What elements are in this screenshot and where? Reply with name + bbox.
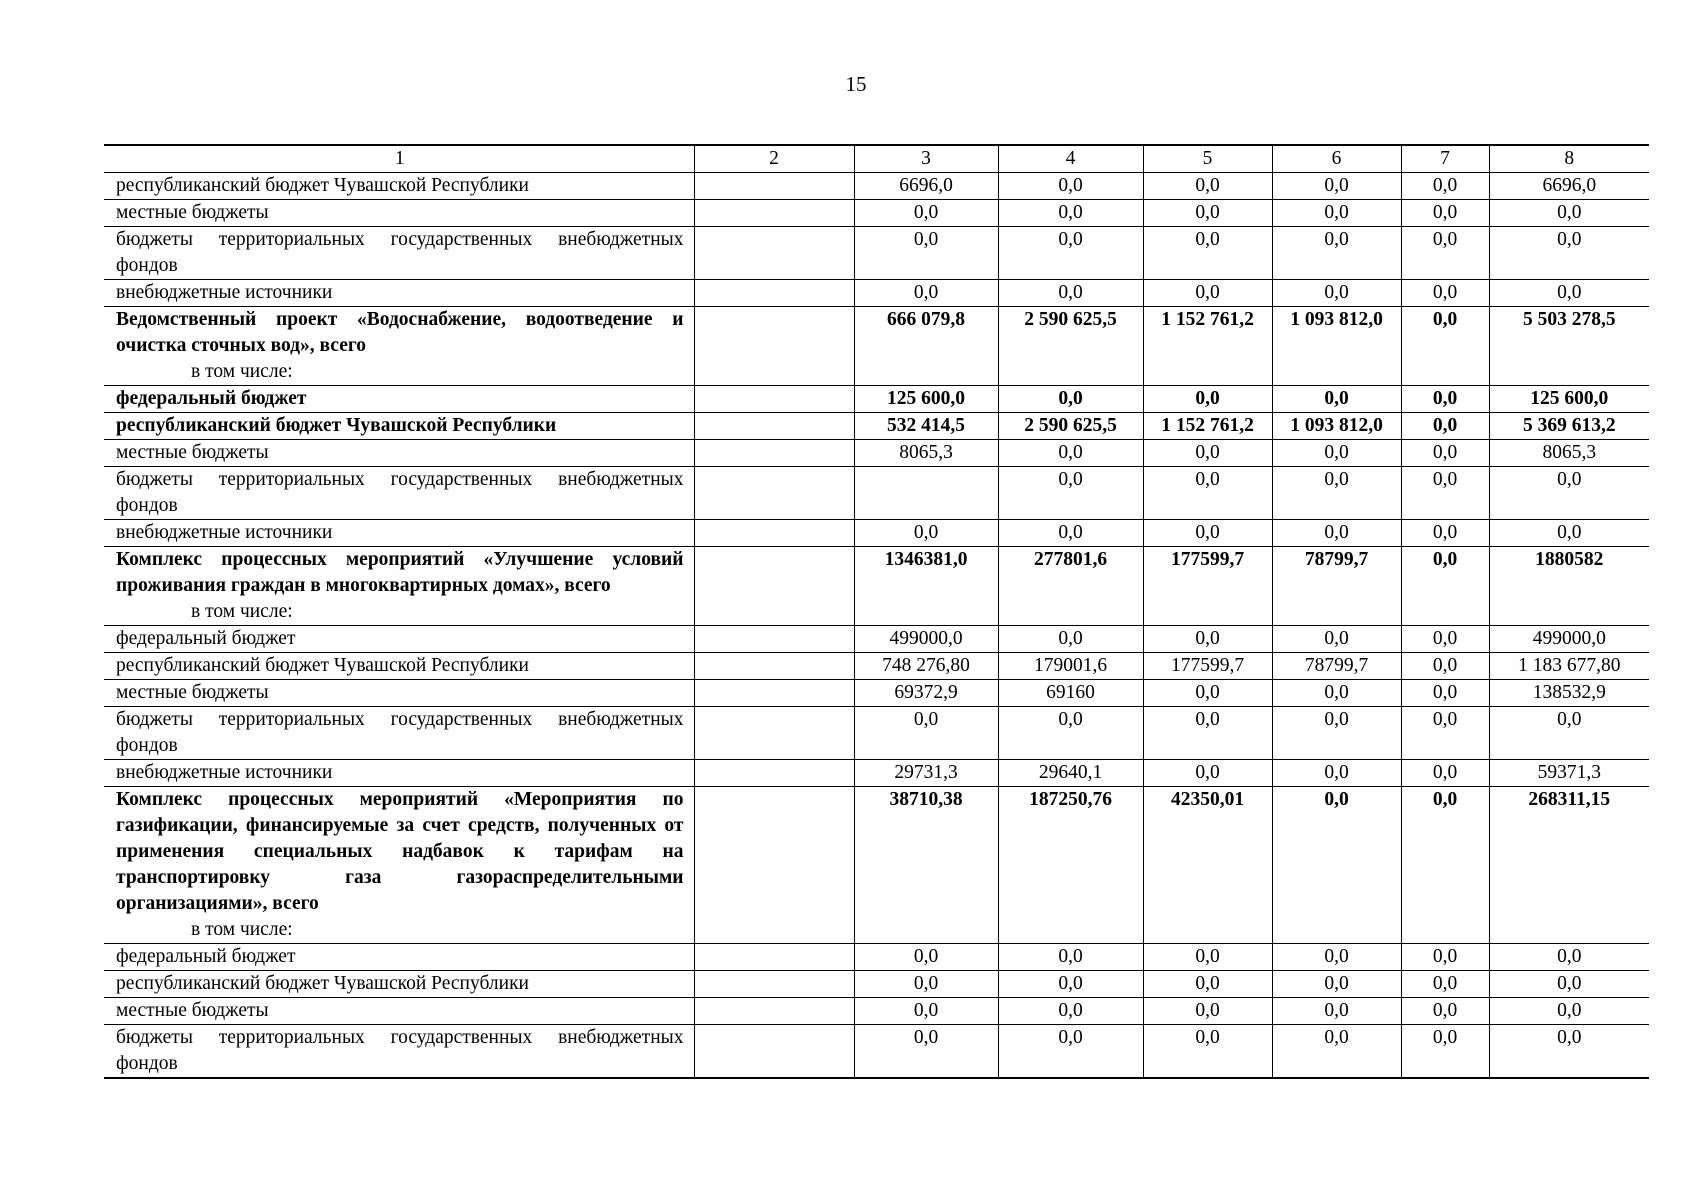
value-cell: 38710,38 [854,787,998,944]
value-cell: 1 093 812,0 [1272,413,1401,440]
value-cell: 0,0 [1143,680,1272,707]
value-cell: 0,0 [998,707,1143,760]
value-cell: 0,0 [854,998,998,1025]
value-cell: 177599,7 [1143,547,1272,626]
value-cell: 0,0 [1143,440,1272,467]
header-cell: 1 [104,145,694,173]
table-row [104,998,1649,1025]
value-cell: 1 152 761,2 [1143,307,1272,386]
row-label: местные бюджеты [116,442,269,463]
including-label: в том числе: [191,601,293,622]
value-cell: 0,0 [1272,760,1401,787]
row-label-cell [104,386,694,413]
value-cell: 0,0 [1143,280,1272,307]
row-label-cell [104,280,694,307]
value-cell: 0,0 [1272,280,1401,307]
value-cell: 0,0 [1143,971,1272,998]
column-2-cell [694,707,854,760]
value-cell: 0,0 [998,1025,1143,1079]
value-cell: 0,0 [1489,944,1649,971]
table-row [104,227,1649,280]
row-label: Комплекс процессных мероприятий «Улучшение условий проживания граждан в многоквартирных домах», всего [116,549,684,596]
row-label: бюджеты территориальных государственных внебюджетных фондов [116,1027,684,1074]
row-label-cell [104,440,694,467]
value-cell: 0,0 [854,1025,998,1079]
header-cell: 5 [1143,145,1272,173]
value-cell: 0,0 [1143,998,1272,1025]
column-2-cell [694,280,854,307]
row-label: местные бюджеты [116,202,269,223]
value-cell: 29731,3 [854,760,998,787]
column-2-cell [694,307,854,386]
value-cell: 8065,3 [854,440,998,467]
value-cell: 0,0 [998,227,1143,280]
value-cell: 0,0 [1489,971,1649,998]
value-cell: 0,0 [1401,520,1489,547]
value-cell: 0,0 [1143,944,1272,971]
value-cell: 138532,9 [1489,680,1649,707]
value-cell: 0,0 [1401,760,1489,787]
value-cell: 0,0 [1272,971,1401,998]
value-cell: 277801,6 [998,547,1143,626]
value-cell: 0,0 [1272,227,1401,280]
value-cell: 0,0 [854,227,998,280]
row-label-cell [104,626,694,653]
row-label-cell [104,707,694,760]
value-cell: 0,0 [1272,998,1401,1025]
value-cell: 0,0 [1272,200,1401,227]
row-label-cell [104,1025,694,1079]
value-cell: 0,0 [854,520,998,547]
value-cell: 6696,0 [1489,173,1649,200]
column-2-cell [694,547,854,626]
value-cell: 0,0 [1401,787,1489,944]
column-2-cell [694,626,854,653]
row-label-cell [104,787,694,944]
value-cell: 0,0 [1272,787,1401,944]
row-label-cell [104,760,694,787]
value-cell: 0,0 [1401,998,1489,1025]
value-cell: 177599,7 [1143,653,1272,680]
table-row [104,680,1649,707]
row-label: Комплекс процессных мероприятий «Мероприятия по газификации, финансируемые за счет средств, полученных от применения специальных надбавок к тарифам на транспортировку газа газораспределительными организациями», всего [116,789,684,914]
column-2-cell [694,440,854,467]
value-cell: 0,0 [998,440,1143,467]
value-cell: 0,0 [998,467,1143,520]
column-2-cell [694,200,854,227]
column-2-cell [694,971,854,998]
column-2-cell [694,520,854,547]
table-row [104,386,1649,413]
value-cell: 0,0 [998,280,1143,307]
value-cell: 0,0 [1143,707,1272,760]
page-number: 15 [845,72,867,96]
value-cell: 0,0 [1272,440,1401,467]
value-cell: 0,0 [1401,653,1489,680]
value-cell: 0,0 [1489,707,1649,760]
row-label: федеральный бюджет [116,628,296,649]
row-label: бюджеты территориальных государственных внебюджетных фондов [116,469,684,516]
table-row [104,440,1649,467]
value-cell: 0,0 [1143,200,1272,227]
row-label: республиканский бюджет Чувашской Республики [116,175,529,196]
budget-table [104,144,1649,1079]
value-cell: 0,0 [1489,520,1649,547]
column-2-cell [694,467,854,520]
row-label-cell [104,944,694,971]
header-cell: 8 [1489,145,1649,173]
value-cell: 125 600,0 [854,386,998,413]
value-cell: 666 079,8 [854,307,998,386]
table-row [104,173,1649,200]
row-label-cell [104,227,694,280]
row-label-cell [104,413,694,440]
row-label-cell [104,520,694,547]
value-cell: 0,0 [1401,467,1489,520]
value-cell: 1880582 [1489,547,1649,626]
column-2-cell [694,944,854,971]
value-cell: 0,0 [1401,1025,1489,1079]
value-cell: 0,0 [1489,467,1649,520]
value-cell: 0,0 [1272,520,1401,547]
value-cell: 0,0 [854,280,998,307]
column-2-cell [694,227,854,280]
value-cell: 0,0 [1143,520,1272,547]
value-cell: 0,0 [1401,280,1489,307]
value-cell: 0,0 [1143,760,1272,787]
table-row [104,200,1649,227]
row-label: местные бюджеты [116,1000,269,1021]
value-cell: 2 590 625,5 [998,307,1143,386]
value-cell: 0,0 [1401,386,1489,413]
row-label: местные бюджеты [116,682,269,703]
value-cell: 179001,6 [998,653,1143,680]
value-cell: 0,0 [998,520,1143,547]
table-row [104,626,1649,653]
value-cell: 6696,0 [854,173,998,200]
value-cell: 0,0 [998,998,1143,1025]
including-label: в том числе: [191,361,293,382]
value-cell: 0,0 [1489,1025,1649,1079]
value-cell: 0,0 [1272,944,1401,971]
value-cell: 0,0 [1143,227,1272,280]
table-row [104,787,1649,944]
value-cell: 0,0 [1401,971,1489,998]
value-cell: 748 276,80 [854,653,998,680]
row-label: бюджеты территориальных государственных внебюджетных фондов [116,709,684,756]
column-2-cell [694,760,854,787]
header-cell: 7 [1401,145,1489,173]
header-row [104,145,1649,173]
table-row [104,547,1649,626]
value-cell: 0,0 [854,944,998,971]
value-cell: 532 414,5 [854,413,998,440]
value-cell: 0,0 [854,200,998,227]
row-label-cell [104,971,694,998]
column-2-cell [694,680,854,707]
value-cell: 29640,1 [998,760,1143,787]
value-cell: 1 183 677,80 [1489,653,1649,680]
value-cell: 0,0 [1143,1025,1272,1079]
including-label: в том числе: [191,919,293,940]
header-cell: 2 [694,145,854,173]
column-2-cell [694,653,854,680]
row-label: внебюджетные источники [116,522,333,543]
table-row [104,653,1649,680]
value-cell: 0,0 [1401,307,1489,386]
value-cell: 0,0 [1401,200,1489,227]
value-cell: 0,0 [1272,173,1401,200]
value-cell: 0,0 [1401,680,1489,707]
table-row [104,467,1649,520]
table-row [104,944,1649,971]
value-cell: 0,0 [1401,707,1489,760]
row-label-cell [104,307,694,386]
value-cell: 42350,01 [1143,787,1272,944]
row-label: республиканский бюджет Чувашской Республики [116,415,557,436]
row-label-cell [104,547,694,626]
table-row [104,971,1649,998]
value-cell: 0,0 [998,173,1143,200]
header-cell: 6 [1272,145,1401,173]
header-cell: 3 [854,145,998,173]
column-2-cell [694,413,854,440]
table-row [104,707,1649,760]
value-cell: 0,0 [1272,707,1401,760]
value-cell: 0,0 [998,626,1143,653]
value-cell: 0,0 [1272,386,1401,413]
column-2-cell [694,173,854,200]
column-2-cell [694,998,854,1025]
table-row [104,760,1649,787]
value-cell: 0,0 [1489,998,1649,1025]
value-cell: 78799,7 [1272,547,1401,626]
table-row [104,413,1649,440]
header-cell: 4 [998,145,1143,173]
row-label-cell [104,998,694,1025]
value-cell: 125 600,0 [1489,386,1649,413]
value-cell: 0,0 [998,200,1143,227]
value-cell: 0,0 [998,971,1143,998]
value-cell: 69160 [998,680,1143,707]
value-cell [854,467,998,520]
value-cell: 0,0 [1272,626,1401,653]
row-label-cell [104,467,694,520]
value-cell: 8065,3 [1489,440,1649,467]
value-cell: 69372,9 [854,680,998,707]
row-label: Ведомственный проект «Водоснабжение, водоотведение и очистка сточных вод», всего [116,309,684,356]
row-label: бюджеты территориальных государственных внебюджетных фондов [116,229,684,276]
value-cell: 268311,15 [1489,787,1649,944]
value-cell: 0,0 [854,971,998,998]
value-cell: 0,0 [1401,626,1489,653]
value-cell: 1346381,0 [854,547,998,626]
value-cell: 187250,76 [998,787,1143,944]
value-cell: 0,0 [1143,467,1272,520]
value-cell: 0,0 [1401,413,1489,440]
value-cell: 2 590 625,5 [998,413,1143,440]
table-row [104,1025,1649,1079]
value-cell: 1 152 761,2 [1143,413,1272,440]
value-cell: 0,0 [854,707,998,760]
row-label-cell [104,173,694,200]
value-cell: 0,0 [1143,386,1272,413]
value-cell: 78799,7 [1272,653,1401,680]
row-label: федеральный бюджет [116,946,296,967]
value-cell: 59371,3 [1489,760,1649,787]
row-label-cell [104,200,694,227]
row-label: республиканский бюджет Чувашской Республики [116,973,529,994]
value-cell: 0,0 [1272,467,1401,520]
value-cell: 0,0 [1401,227,1489,280]
row-label: внебюджетные источники [116,762,333,783]
table-row [104,280,1649,307]
value-cell: 0,0 [1401,547,1489,626]
column-2-cell [694,386,854,413]
value-cell: 0,0 [1489,227,1649,280]
value-cell: 0,0 [1143,173,1272,200]
value-cell: 0,0 [1489,200,1649,227]
row-label-cell [104,653,694,680]
value-cell: 0,0 [1143,626,1272,653]
value-cell: 0,0 [1489,280,1649,307]
row-label: республиканский бюджет Чувашской Республики [116,655,529,676]
table-row [104,307,1649,386]
value-cell: 0,0 [1401,173,1489,200]
value-cell: 0,0 [1272,680,1401,707]
row-label: внебюджетные источники [116,282,333,303]
column-2-cell [694,1025,854,1079]
value-cell: 5 503 278,5 [1489,307,1649,386]
value-cell: 499000,0 [854,626,998,653]
value-cell: 0,0 [998,386,1143,413]
value-cell: 0,0 [1401,440,1489,467]
value-cell: 5 369 613,2 [1489,413,1649,440]
value-cell: 0,0 [1272,1025,1401,1079]
column-2-cell [694,787,854,944]
value-cell: 499000,0 [1489,626,1649,653]
row-label: федеральный бюджет [116,388,307,409]
value-cell: 0,0 [998,944,1143,971]
value-cell: 1 093 812,0 [1272,307,1401,386]
table-row [104,520,1649,547]
row-label-cell [104,680,694,707]
value-cell: 0,0 [1401,944,1489,971]
